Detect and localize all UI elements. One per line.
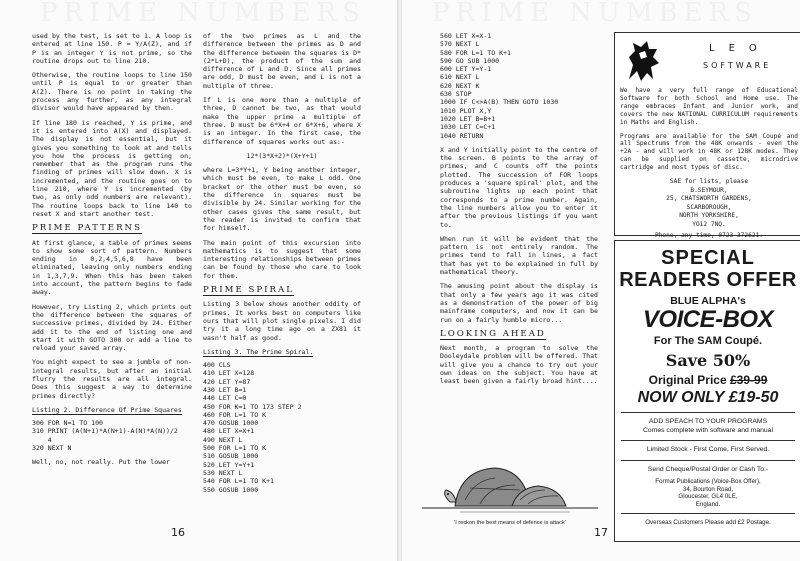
ghost-heading: PRIME NUMBERS [432,0,758,28]
right-page [402,0,800,561]
phone-line: Phone, any time, 0723 372621. [654,231,764,239]
paragraph: At first glance, a table of primes seems to show some sort of pattern. Numbers ending in 0,2,4,5,6,8 have been eliminated, leaving only numbers ending in 1,3,7,9. When this has been taken into account, the pattern begins to fade away. [32,238,192,297]
ad-offer-price: NOW ONLY £19-50 [637,389,779,406]
paragraph: When run it will be evident that the pattern is not entirely random. The primes tend to fall in lines, a fact that has yet to be explained in full by mathematical theory. [440,234,598,277]
code-listing: 300 FOR N=1 TO 100 310 PRINT (A(N+1)*A(N+1)-A(N)*A(N))/2 4 320 NEXT N [32,419,178,453]
left-page [0,0,398,561]
paragraph: We have a very full range of Educational Software for both School and Home use. The range embraces Infant and Junior work, and covers the new NATIONAL CURRICULUM requirements in Maths and English. [620,87,798,126]
address-line: YO12 7NQ. [692,221,726,229]
ad-original-price: Original Price £39-99 [648,373,768,387]
paragraph: Next month, a program to solve the Dooleydale problem will be offered. That will give you a chance to try out your own ideas on the subject. You have at least been given a fairly broad hint.... [440,344,598,386]
ad-product: VOICE-BOX [642,306,774,333]
leo-subtitle: SOFTWARE [703,61,772,70]
paragraph: The main point of this excursion into mathematics is to suggest that some interesting relationships between primes can be found by those who care to look for them. [203,238,361,280]
paragraph: of the two primes as L and the difference between the primes as D and the difference between the squares is D*(2*L+D), the product of the sum and difference of L and D. Since all primes are odd, D must be even, and L is not a multiple of three. [203,32,361,90]
cartoon-caption: 'I reckon the best means of defence is attack' [454,520,566,526]
leo-body [620,87,798,240]
tortoise-cartoon [420,440,600,530]
ad-text: ADD SPEACH TO YOUR PROGRAMS [648,418,768,425]
ad-address: 34, Bourton Road, [682,485,734,493]
address-line: SCARBOROUGH, [686,203,732,211]
divider [621,460,795,461]
section-heading: LOOKING AHEAD [440,328,546,339]
address-line: 25, CHATSWORTH GARDENS, [666,195,752,203]
voice-box-ad [614,240,800,542]
page-number: 17 [594,526,608,539]
ad-headline: SPECIAL [661,247,755,269]
section-heading: PRIME PATTERNS [32,223,142,234]
code-listing: 560 LET X=X-1 570 NEXT L 580 FOR L=1 TO K+1 590 GO SUB 1000 600 LET Y=Y-1 610 NEXT L 620 NEXT K 630 STOP 1000 IF C<>A(B) THEN GOTO 1030 1010 PLOT X,Y 1020 LET B=B+1 1030 LET C=C+1 1040 RETURN [440,32,559,140]
divider [621,440,795,441]
divider [621,412,795,413]
paragraph: where L=3*Y+1, Y being another integer, which must be even, to make L odd. One bracket or the other must be even, so the difference in squares must be divisible by 24. Similar working for the other cases gives the same result, but the reader is invited to confirm that for himself. [203,166,361,233]
ad-address: England. [695,500,721,508]
ghost-heading: PRIME NUMBERS [40,0,366,28]
ad-address: Format Publications (Voice-Box Offer), [655,478,761,485]
code-listing: 400 CLS 410 LET X=128 420 LET Y=87 430 LET B=1 440 LET C=0 450 FOR K=1 TO 173 STEP 2 460 FOR L=1 TO K 470 GOSUB 1000 480 LET X=X+1 490 NEXT L 500 FOR L=1 TO K 510 GOSUB 1000 520 LET Y=Y+1 530 NEXT L 540 FOR L=1 TO K+1 550 GOSUB 1000 [203,361,302,494]
ad-headline: READERS OFFER [619,269,797,291]
paragraph: X and Y initially point to the centre of the screen. B points to the array of primes, and C counts off the points plotted. The succession of FOR loops produces a 'square spiral' plot, and the subroutine lights up each point that corresponds to a prime number. Again, the line numbers allow you to enter it after the previous listings if you want to. [440,145,598,229]
paragraph: You might expect to see a jumble of non-integral results, but after an initial flurry the results are all integral. Does this suggest a way to determine primes directly? [32,358,192,400]
paragraph: Programs are available for the SAM Coupé and all Spectrums from the 48K onwards - even the +2A - and will work in 48K or 128K modes. They can be supplied on cassette, microdrive cartridge and most types of disc. [620,132,798,172]
ad-text: Overseas Customers Please add £2 Postage. [645,519,771,527]
section-heading: PRIME SPIRAL [203,285,294,296]
address-line: B.SEYMOUR, [690,186,728,194]
address-line: SAE for lists, please [669,178,749,186]
listing-title: Listing 3. The Prime Spiral. [203,347,314,356]
paragraph: used by the test, is set to 1. A loop is entered at line 150. P = Y/A(Z), and if P is an integer Y is not prime, so the routine drops out to line 210. [32,32,192,65]
right-column-1 [440,32,598,392]
ad-text: Send Cheque/Postal Order or Cash To:- [647,465,769,473]
ad-address: Gloucester, GL4 0LE, [678,493,738,501]
address-line: NORTH YORKSHIRE, [679,212,739,220]
paragraph: Otherwise, the routine loops to line 150 until P is equal to or greater than A(Z). There is no point in taking the process any further, as any integral divisor would have appeared by then. [32,71,192,113]
left-column-2 [203,32,361,500]
tortoise-illustration [420,440,600,520]
leo-title: LEO [709,43,771,54]
divider [621,513,795,514]
formula: 12*(3*X+2)*(X+Y+1) [246,151,318,160]
listing-title: Listing 2. Difference Of Prime Squares [32,405,182,414]
paragraph: Listing 3 below shows another oddity of primes. It works best on computers like ours that will plot single pixels. I did try it a long time ago on a ZX81 it wasn't half as good. [203,300,361,342]
ad-brand: BLUE ALPHA's [670,295,746,307]
paragraph: The amusing point about the display is that only a few years ago it was cited as a demonstration of the power of big mainframe computers, and now it can be run on a fairly humble micro... [440,282,598,324]
left-column-1 [32,32,192,473]
paragraph: Well, no, not really. Put the lower [32,458,170,467]
ad-text: Limited Stock - First Come, First Served. [646,446,770,453]
leo-software-ad [614,32,800,239]
paragraph: However, try Listing 2, which prints out the difference between the squares of successive primes, divided by 24. Either add it to the end of listing one and start it with GOTO 300 or add a line to reload your saved array. [32,302,192,353]
ad-discount: Save 50% [665,351,751,370]
lion-logo-icon [623,39,663,83]
ad-platform: For The SAM Coupé. [653,335,763,347]
paragraph: If L is one more than a multiple of three, D cannot be two, as that would make the upper prime a multiple of three. D must be 6*X+4 or 6*X+6, where X is an integer. In the first case, the difference of squares works out as:- [203,96,361,146]
page-number: 16 [171,526,185,539]
paragraph: If line 180 is reached, Y is prime, and it is entered into A(X) and displayed. The display is not essential, but it gives you something to look at and tells you how the process is getting on, remember that as the program runs the finding of primes will slow down. X is incremented, and the routine goes on to line 210, where Y is incremented (by two, as only odd numbers are relevant). The routine loops back to line 140 to reset X and start another test. [32,118,192,218]
ad-text: Comes complete with software and manual [643,426,773,434]
